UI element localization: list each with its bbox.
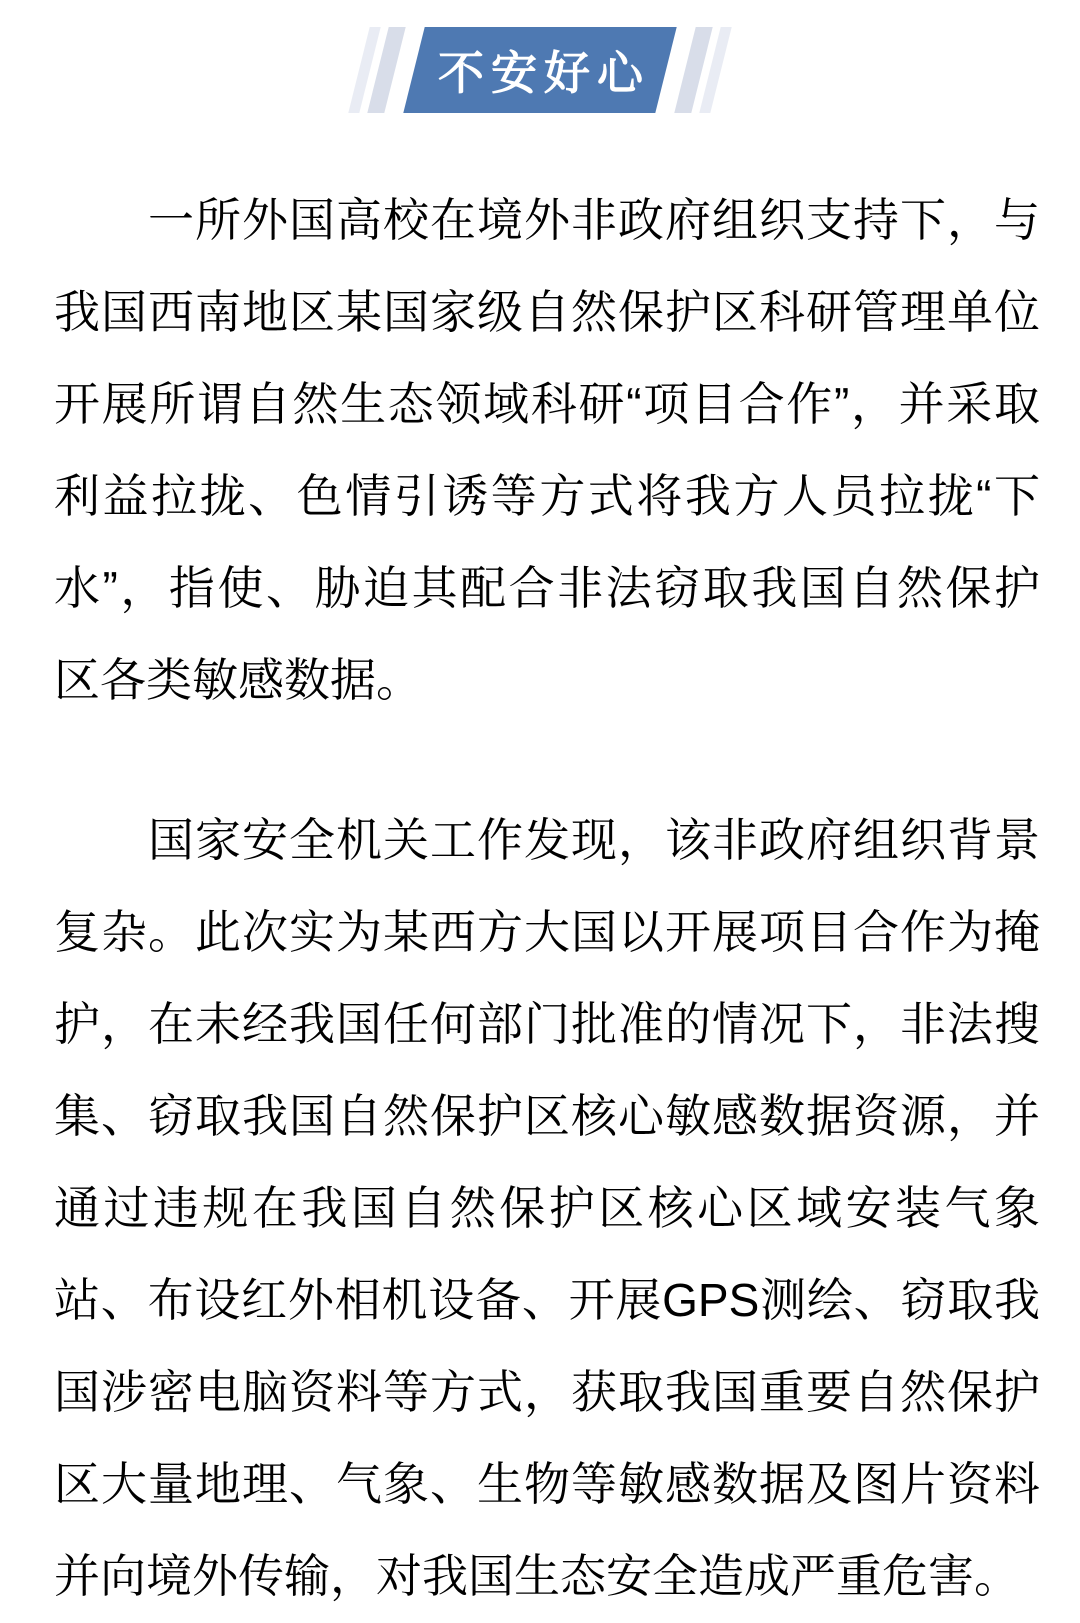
paragraph-line: 区大量地理、气象、生物等敏感数据及图片资料 — [54, 1458, 1040, 1510]
section-title-badge — [403, 27, 676, 113]
section-header — [0, 27, 1080, 113]
paragraph-line: 区各类敏感数据。 — [54, 654, 422, 706]
paragraph-2 — [54, 794, 1040, 1622]
paragraph-line: 站、布设红外相机设备、开展GPS测绘、窃取我 — [54, 1274, 1040, 1326]
paragraph-line: 开展所谓自然生态领域科研“项目合作”，并采取 — [54, 378, 1040, 430]
paragraph-line: 国家安全机关工作发现，该非政府组织背景 — [148, 814, 1040, 866]
paragraph-line: 利益拉拢、色情引诱等方式将我方人员拉拢“下 — [54, 470, 1040, 522]
paragraph-line: 通过违规在我国自然保护区核心区域安装气象 — [54, 1182, 1040, 1234]
paragraph-line: 我国西南地区某国家级自然保护区科研管理单位 — [54, 286, 1040, 338]
article-body — [0, 174, 1080, 1622]
paragraph-line: 并向境外传输，对我国生态安全造成严重危害。 — [54, 1550, 1020, 1602]
paragraph-line: 护，在未经我国任何部门批准的情况下，非法搜 — [54, 998, 1040, 1050]
paragraph-line: 国涉密电脑资料等方式，获取我国重要自然保护 — [54, 1366, 1040, 1418]
paragraph-line: 复杂。此次实为某西方大国以开展项目合作为掩 — [54, 906, 1040, 958]
paragraph-line: 一所外国高校在境外非政府组织支持下，与 — [148, 194, 1040, 246]
paragraph-line: 集、窃取我国自然保护区核心敏感数据资源，并 — [54, 1090, 1040, 1142]
section-title: 不安好心 — [437, 47, 650, 99]
paragraph-1 — [54, 174, 1040, 726]
paragraph-line: 水”，指使、胁迫其配合非法窃取我国自然保护 — [54, 562, 1040, 614]
